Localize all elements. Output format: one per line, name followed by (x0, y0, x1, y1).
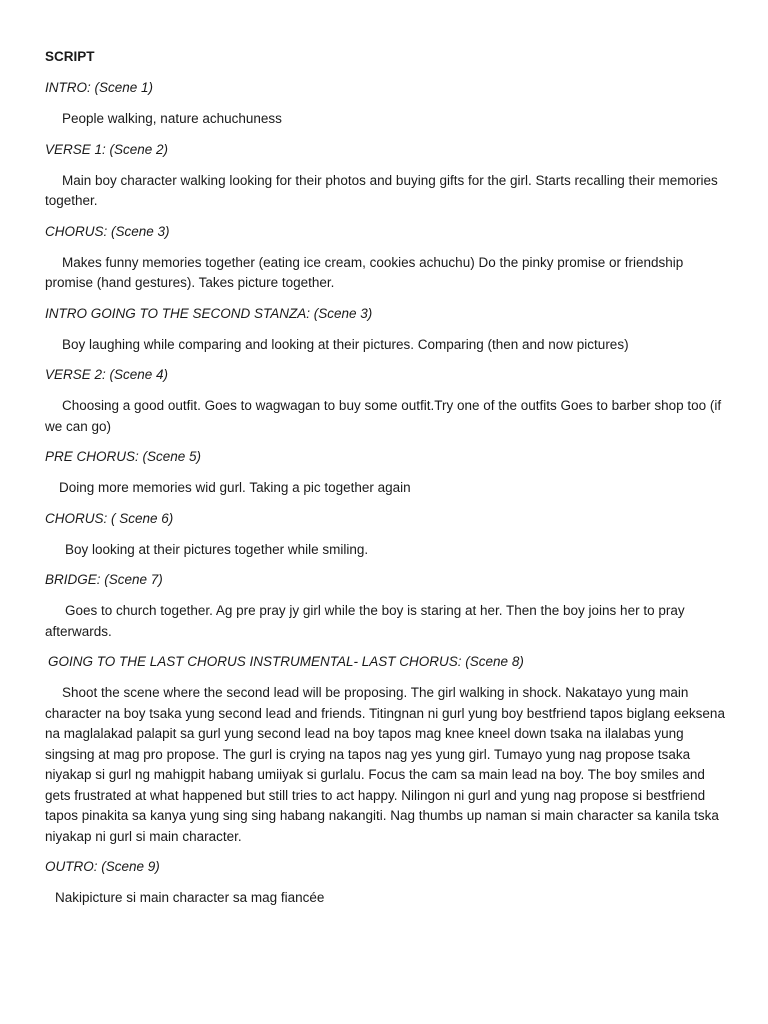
section-text-last-chorus: Shoot the scene where the second lead will be proposing. The girl walking in shock. Nakatayo yung main character na boy tsaka yung second lead and friends. Titingnan ni gurl yung boy bestfriend tapos biglang eeksena na maglalakad palapit sa gurl yung second lead na boy tapos mag knee kneel down tsaka na ilalabas yung singsing at mag pro propose. The gurl is crying na tapos nag yes yung girl. Tumayo yung nag propose tsaka niyakap si gurl ng mahigpit habang umiiyak si gurlalu. Focus the cam sa main lead na boy. The boy smiles and gets frustrated at what happened but still tries to act happy. Nilingon ni gurl and yung nag propose si bestfriend tapos pinakita sa kanya yung sing sing habang nakangiti. Nag thumbs up naman si main character sa kanila tska niyakap ni gurl si main character. (45, 685, 725, 844)
section-heading-last-chorus: GOING TO THE LAST CHORUS INSTRUMENTAL- LAST CHORUS: (Scene 8) (48, 654, 524, 669)
section-text-chorus-2: Boy looking at their pictures together while smiling. (65, 541, 369, 557)
section-text-bridge: Goes to church together. Ag pre pray jy girl while the boy is staring at her. Then the boy joins her to pray afterwards. (45, 603, 685, 639)
section-heading-chorus-1: CHORUS: (Scene 3) (45, 223, 170, 239)
section-heading-bridge: BRIDGE: (Scene 7) (45, 572, 163, 587)
section-heading-pre-chorus: PRE CHORUS: (Scene 5) (45, 449, 202, 464)
section-heading-verse-2: VERSE 2: (Scene 4) (45, 367, 169, 382)
section-text-verse-2: Choosing a good outfit. Goes to wagwagan to buy some outfit.Try one of the outfits Goes to barber shop too (if we can go) (45, 398, 722, 434)
section-heading-outro: OUTRO: (Scene 9) (45, 859, 160, 874)
section-heading-chorus-2: CHORUS: ( Scene 6) (45, 510, 174, 526)
section-heading-intro: INTRO: (Scene 1) (45, 80, 154, 95)
section-text-outro: Nakipicture si main character sa mag fiancée (55, 890, 325, 905)
section-text-pre-chorus: Doing more memories wid gurl. Taking a pic together again (59, 480, 411, 495)
section-heading-verse-1: VERSE 1: (Scene 2) (45, 141, 169, 157)
section-text-intro: People walking, nature achuchuness (62, 111, 282, 126)
script-document (45, 47, 730, 919)
document-title: SCRIPT (45, 49, 95, 64)
section-text-chorus-1: Makes funny memories together (eating ice cream, cookies achuchu) Do the pinky promise or friendship promise (hand gestures). Takes picture together. (45, 254, 684, 290)
section-text-intro-second-stanza: Boy laughing while comparing and looking at their pictures. Comparing (then and now pictures) (62, 336, 629, 352)
section-heading-intro-second-stanza: INTRO GOING TO THE SECOND STANZA: (Scene 3) (45, 305, 373, 321)
section-text-verse-1: Main boy character walking looking for their photos and buying gifts for the girl. Starts recalling their memories together. (45, 172, 718, 208)
